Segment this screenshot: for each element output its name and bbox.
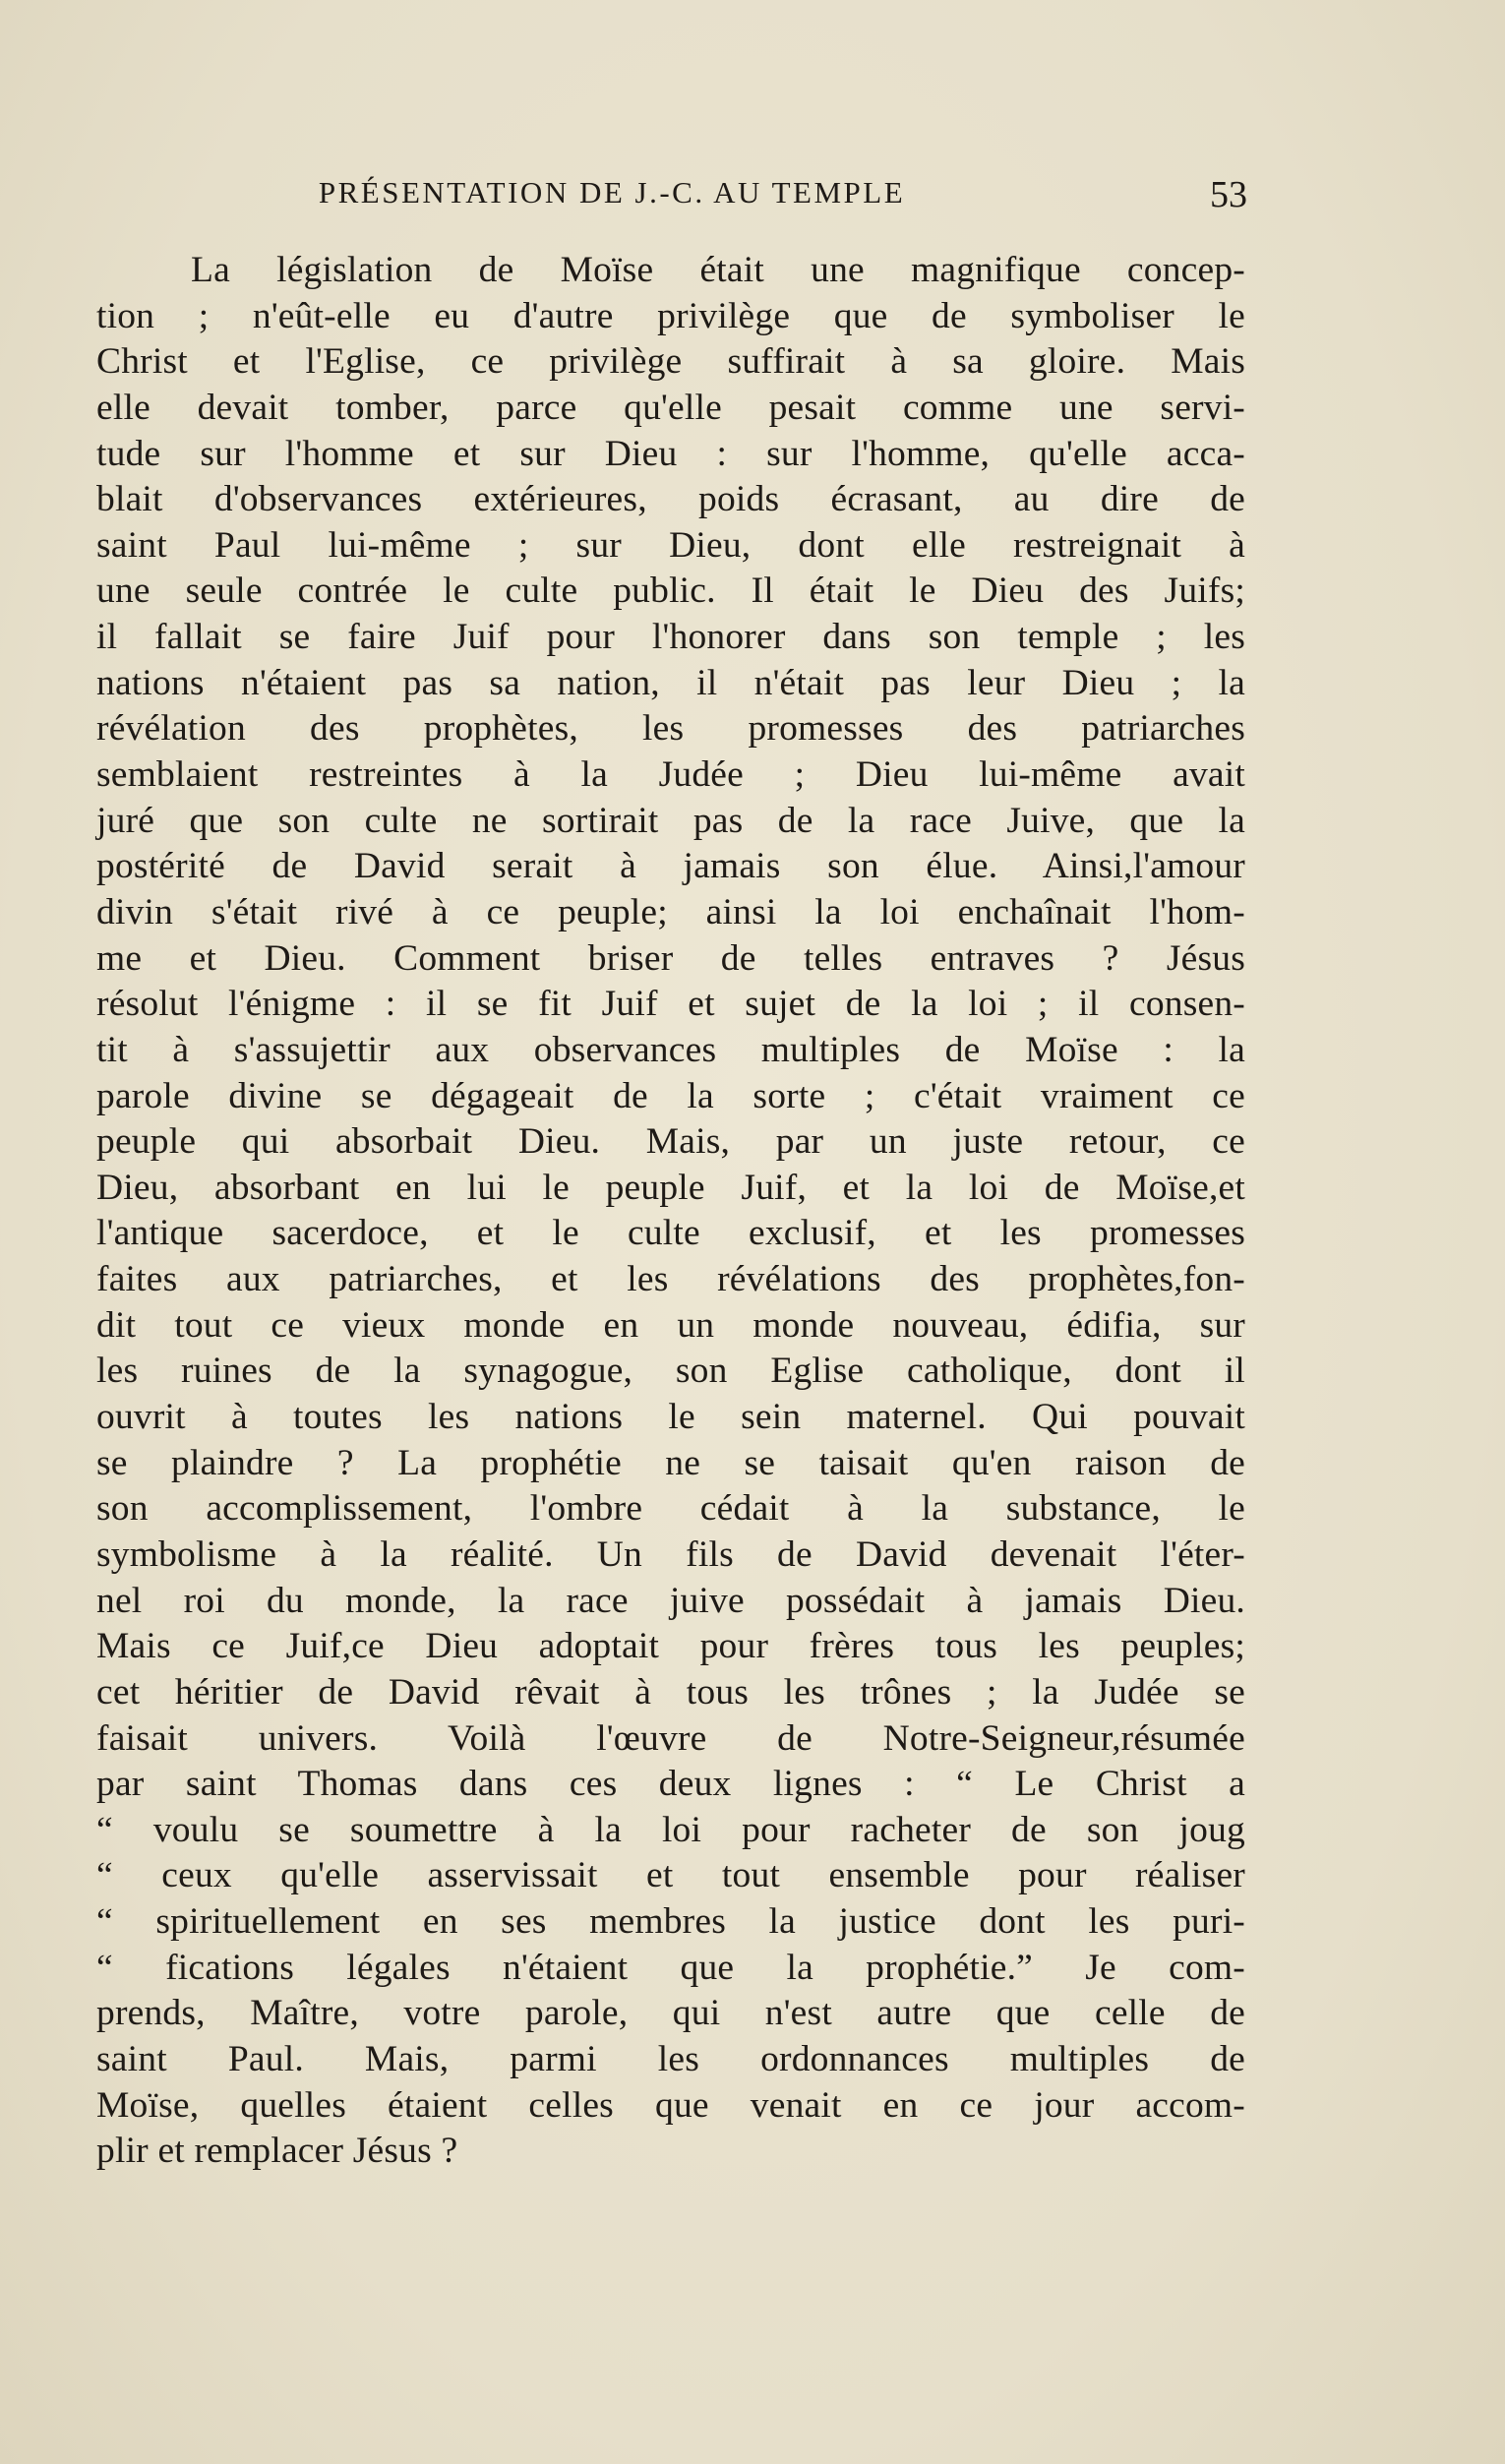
text-line: postérité de David serait à jamais son élue. Ainsi,l'amour (96, 846, 1245, 887)
text-line: par saint Thomas dans ces deux lignes : “ Le Christ a (96, 1764, 1245, 1805)
text-line: Moïse, quelles étaient celles que venait en ce jour accom- (96, 2084, 1245, 2126)
text-line: symbolisme à la réalité. Un fils de David devenait l'éter- (96, 1533, 1245, 1575)
text-line: saint Paul lui-même ; sur Dieu, dont elle restreignait à (96, 524, 1245, 566)
text-line: semblaient restreintes à la Judée ; Dieu lui-même avait (96, 754, 1245, 796)
text-line: révélation des prophètes, les promesses des patriarches (96, 708, 1245, 750)
text-line: se plaindre ? La prophétie ne se taisait qu'en raison de (96, 1442, 1245, 1483)
text-line: son accomplissement, l'ombre cédait à la substance, le (96, 1488, 1245, 1530)
text-line: tion ; n'eût-elle eu d'autre privilège que de symboliser le (96, 295, 1245, 336)
running-title: PRÉSENTATION DE J.-C. AU TEMPLE (318, 175, 906, 210)
text-line: cet héritier de David rêvait à tous les trônes ; la Judée se (96, 1671, 1245, 1713)
body-text (96, 248, 1245, 2175)
text-line: divin s'était rivé à ce peuple; ainsi la loi enchaînait l'hom- (96, 891, 1245, 932)
text-line: “ fications légales n'étaient que la prophétie.” Je com- (96, 1947, 1245, 1988)
text-line: une seule contrée le culte public. Il était le Dieu des Juifs; (96, 571, 1245, 612)
text-line: Christ et l'Eglise, ce privilège suffirait à sa gloire. Mais (96, 341, 1245, 383)
text-line: parole divine se dégageait de la sorte ; c'était vraiment ce (96, 1075, 1245, 1116)
text-line: plir et remplacer Jésus ? (96, 2131, 458, 2172)
text-line: ouvrit à toutes les nations le sein maternel. Qui pouvait (96, 1397, 1245, 1438)
text-line: faisait univers. Voilà l'œuvre de Notre-Seigneur,résumée (96, 1717, 1245, 1759)
text-line: juré que son culte ne sortirait pas de la race Juive, que la (96, 800, 1245, 841)
text-line: peuple qui absorbait Dieu. Mais, par un juste retour, ce (96, 1121, 1245, 1163)
text-line: tit à s'assujettir aux observances multiples de Moïse : la (96, 1029, 1245, 1070)
text-line: Dieu, absorbant en lui le peuple Juif, et la loi de Moïse,et (96, 1167, 1245, 1208)
text-line: nations n'étaient pas sa nation, il n'était pas leur Dieu ; la (96, 662, 1245, 703)
text-line: “ spirituellement en ses membres la justice dont les puri- (96, 1901, 1245, 1943)
text-line: résolut l'énigme : il se fit Juif et sujet de la loi ; il consen- (96, 984, 1245, 1025)
text-line: tude sur l'homme et sur Dieu : sur l'homme, qu'elle acca- (96, 433, 1245, 474)
text-line: faites aux patriarches, et les révélations des prophètes,fon- (96, 1259, 1245, 1300)
text-line: Mais ce Juif,ce Dieu adoptait pour frères tous les peuples; (96, 1626, 1245, 1667)
text-line: les ruines de la synagogue, son Eglise catholique, dont il (96, 1351, 1245, 1392)
text-line: saint Paul. Mais, parmi les ordonnances multiples de (96, 2038, 1245, 2079)
text-line: “ ceux qu'elle asservissait et tout ensemble pour réaliser (96, 1855, 1245, 1896)
text-line: La législation de Moïse était une magnifique concep- (191, 250, 1245, 290)
text-line: “ voulu se soumettre à la loi pour racheter de son joug (96, 1809, 1245, 1850)
text-line: prends, Maître, votre parole, qui n'est autre que celle de (96, 1993, 1245, 2034)
text-line: l'antique sacerdoce, et le culte exclusif, et les promesses (96, 1213, 1245, 1254)
text-line: me et Dieu. Comment briser de telles entraves ? Jésus (96, 937, 1245, 979)
text-line: elle devait tomber, parce qu'elle pesait comme une servi- (96, 387, 1245, 428)
text-line: nel roi du monde, la race juive possédait à jamais Dieu. (96, 1580, 1245, 1621)
text-line: il fallait se faire Juif pour l'honorer dans son temple ; les (96, 617, 1245, 658)
page-number: 53 (1210, 174, 1247, 215)
text-line: blait d'observances extérieures, poids écrasant, au dire de (96, 479, 1245, 520)
text-line: dit tout ce vieux monde en un monde nouveau, édifia, sur (96, 1304, 1245, 1346)
running-head (94, 175, 1247, 224)
